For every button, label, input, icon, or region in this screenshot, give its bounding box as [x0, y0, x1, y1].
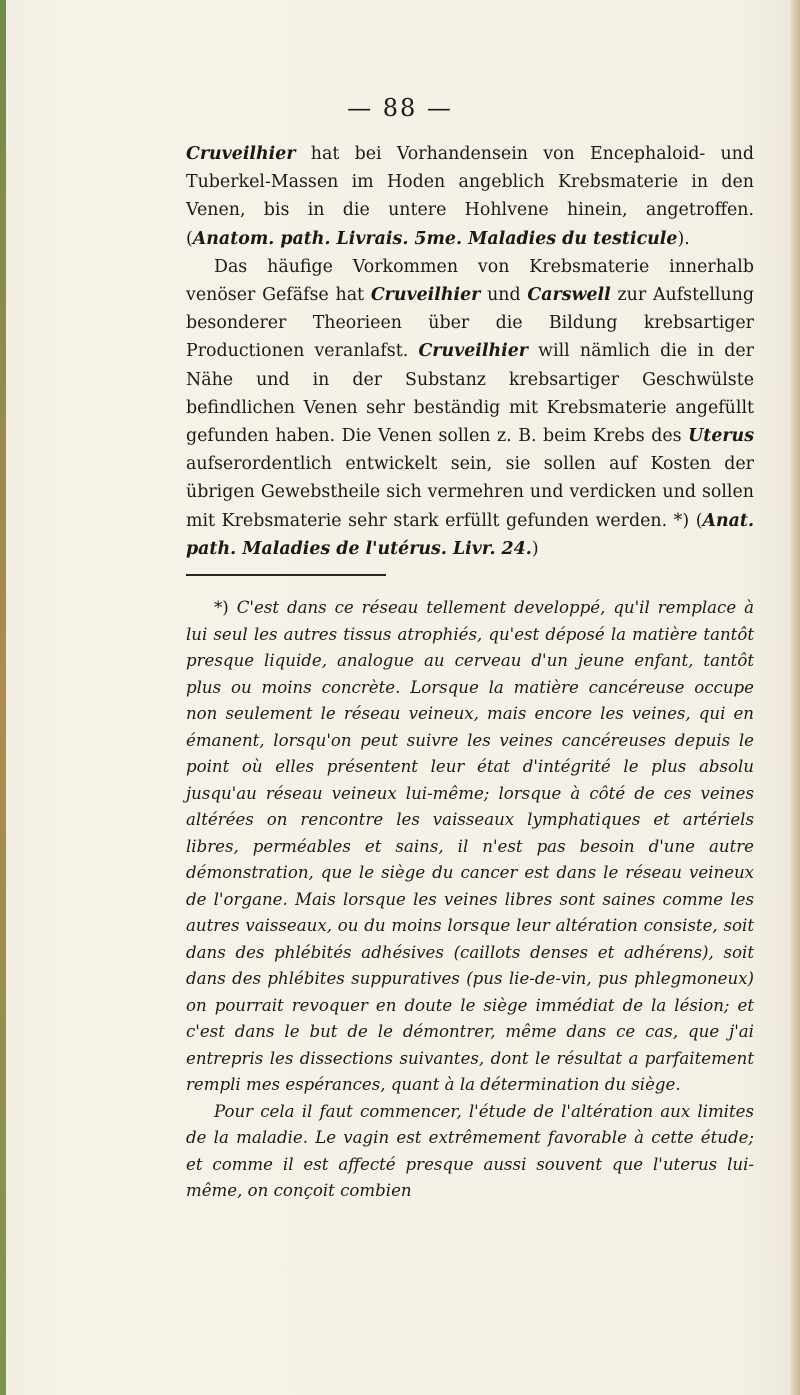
- footnote-marker: *): [214, 598, 237, 617]
- paragraph-2: [186, 253, 754, 563]
- paragraph-text: will nämlich die in der Nähe und in der Substanz krebsartiger Geschwülste befindlichen Venen sehr beständig mit Krebsmaterie angefüllt gefunden haben. Die Venen sollen z. B. beim Krebs des: [186, 341, 754, 447]
- latin-term: Uterus: [688, 426, 754, 447]
- author-name: Cruveilhier: [418, 341, 528, 362]
- footnote-paragraph-1: [186, 595, 754, 1099]
- footnote-text: Pour cela il faut commencer, l'étude de l'altération aux limites de la maladie. Le vagin est extrêmement favorable à cette étude; et comme il est affecté presque aussi souvent que l'uterus lui-même, on conçoit combien: [186, 1101, 754, 1200]
- paragraph-text: ).: [677, 228, 690, 249]
- author-name: Cruveilhier: [370, 285, 481, 306]
- paragraph-text: Das häufige Vorkommen von Krebsmaterie innerhalb venöser Gefäfse hat: [186, 256, 754, 306]
- citation: Anatom. path. Livrais. 5me. Maladies du testicule: [192, 228, 678, 249]
- author-name: Cruveilhier: [186, 144, 296, 164]
- author-name: Carswell: [527, 285, 611, 306]
- paragraph-text: ): [531, 538, 539, 559]
- paragraph-text: aufserordentlich entwickelt sein, sie sollen auf Kosten der übrigen Gewebstheile sich vermehren und verdicken und sollen mit Krebsmaterie sehr stark erfüllt gefunden werden. *) (: [186, 454, 754, 531]
- footnote-paragraph-2: [186, 1099, 754, 1205]
- citation: Anat. path. Maladies de l'utérus. Livr. 24.: [186, 510, 754, 559]
- paragraph-text: und: [480, 285, 528, 306]
- footnote-separator: [186, 574, 386, 576]
- footnote: [186, 595, 754, 1205]
- paragraph-text: hat bei Vorhandensein von Encephaloid- und Tuberkel-Massen im Hoden angeblich Krebsmaterie in den Venen, bis in die untere Hohlvene hinein, angetroffen. (: [186, 144, 754, 249]
- footnote-text: C'est dans ce réseau tellement developpé, qu'il remplace à lui seul les autres tissus atrophiés, qu'est déposé la matière tantôt presque liquide, analogue au cerveau d'un jeune enfant, tantôt plus ou moins concrète. Lorsque la matière cancéreuse occupe non seulement le réseau veineux, mais encore les veines, qui en émanent, lorsqu'on peut suivre les veines cancéreuses depuis le point où elles présentent leur état d'intégrité le plus absolu jusqu'au réseau veineux lui-même; lorsque à côté de ces veines altérées on rencontre les vaisseaux lymphatiques et artériels libres, perméables et sains, il n'est pas besoin d'une autre démonstration, que le siège du cancer est dans le réseau veineux de l'organe. Mais lorsque les veines libres sont saines comme les autres vaisseaux, ou du moins lorsque leur altération consiste, soit dans des phlébités adhésives (caillots denses et adhérens), soit dans des phlébites suppuratives (pus lie-de-vin, pus phlegmoneux) on pourrait revoquer en doute le siège immédiat de la lésion; et c'est dans le but de le démontrer, même dans ce cas, que j'ai entrepris les dissections suivantes, dont le résultat a parfaitement rempli mes espérances, quant à la détermination du siège.: [186, 598, 755, 1094]
- page-right-edge: [790, 0, 800, 1395]
- paragraph-text: zur Aufstellung besonderer Theorieen über die Bildung krebsartiger Productionen veranlafst.: [186, 285, 755, 362]
- page-number: — 88 —: [347, 94, 453, 122]
- paragraph-1: [186, 140, 754, 253]
- main-text: [186, 140, 754, 563]
- page-left-edge: [0, 0, 6, 1395]
